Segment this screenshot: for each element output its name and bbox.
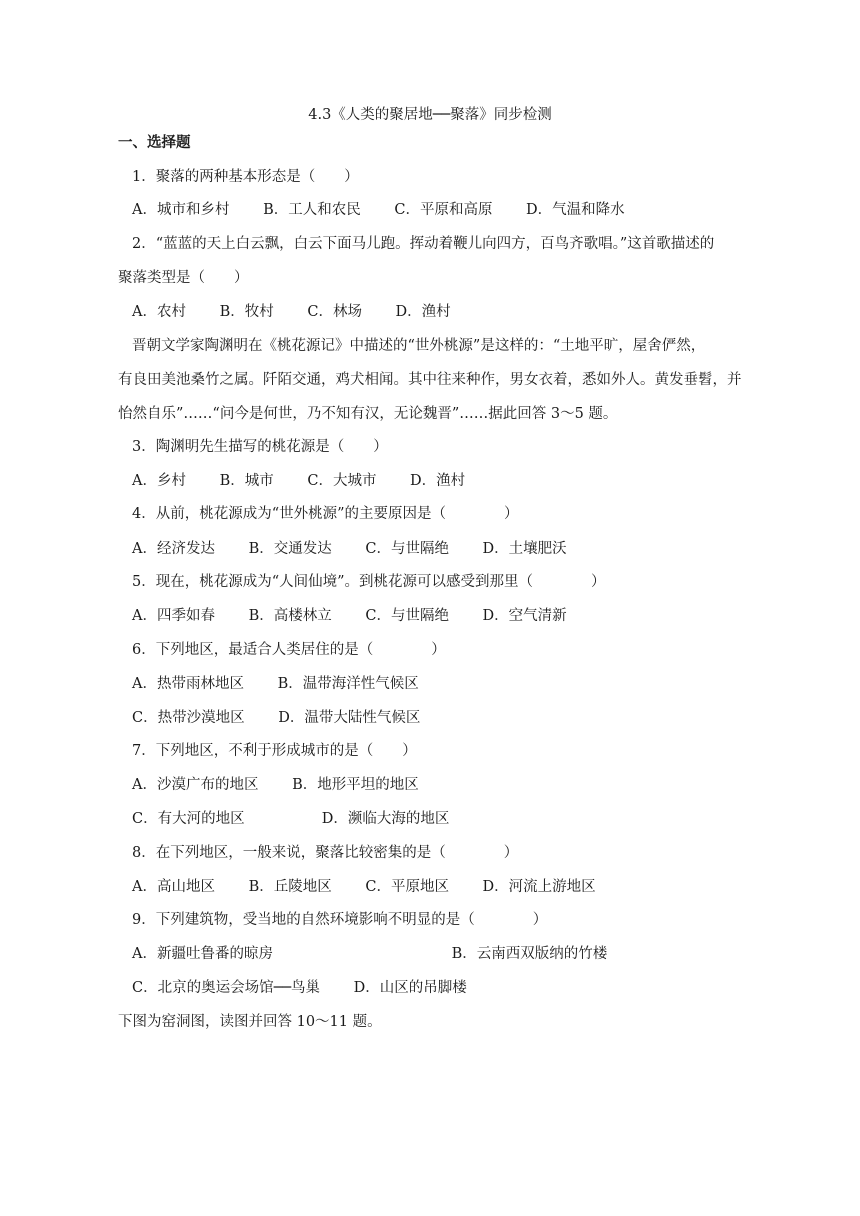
question-text: 7．下列地区，不利于形成城市的是（ ） <box>132 743 417 759</box>
answer-options: A．热带雨林地区 B．温带海洋性气候区 <box>132 676 419 692</box>
question-text: 6．下列地区，最适合人类居住的是（ ） <box>132 642 446 658</box>
question-text: 3．陶渊明先生描写的桃花源是（ ） <box>132 439 388 455</box>
question-text: 5．现在，桃花源成为“人间仙境”。到桃花源可以感受到那里（ ） <box>132 574 606 590</box>
answer-options: A．高山地区 B．丘陵地区 C．平原地区 D．河流上游地区 <box>132 879 596 895</box>
paragraph-text: 下图为窑洞图，读图并回答 10～11 题。 <box>118 1014 382 1030</box>
answer-options: A．乡村 B．城市 C．大城市 D．渔村 <box>132 473 466 489</box>
paragraph-text: 有良田美池桑竹之属。阡陌交通，鸡犬相闻。其中往来种作，男女衣着，悉如外人。黄发垂髫，并 <box>118 372 742 388</box>
answer-options: C．有大河的地区 D．濒临大海的地区 <box>132 811 450 827</box>
answer-options: A．新疆吐鲁番的晾房 B．云南西双版纳的竹楼 <box>132 946 608 962</box>
question-text: 2．“蓝蓝的天上白云飘，白云下面马儿跑。挥动着鞭儿向四方，百鸟齐歌唱。”这首歌描述的 <box>132 236 715 252</box>
answer-options: A．城市和乡村 B．工人和农民 C．平原和高原 D．气温和降水 <box>132 202 625 218</box>
question-text: 9．下列建筑物，受当地的自然环境影响不明显的是（ ） <box>132 912 548 928</box>
question-text: 8．在下列地区，一般来说，聚落比较密集的是（ ） <box>132 845 519 861</box>
section-heading: 一、选择题 <box>118 134 191 151</box>
question-text: 晋朝文学家陶渊明在《桃花源记》中描述的“世外桃源”是这样的：“土地平旷，屋舍俨然， <box>132 338 706 354</box>
paragraph-text: 聚落类型是（ ） <box>118 270 249 286</box>
question-text: 1．聚落的两种基本形态是（ ） <box>132 169 359 185</box>
answer-options: A．沙漠广布的地区 B．地形平坦的地区 <box>132 777 419 793</box>
document-title: 4.3《人类的聚居地──聚落》同步检测 <box>308 107 552 123</box>
paragraph-text: 怡然自乐”……“问今是何世，乃不知有汉，无论魏晋”……据此回答 3～5 题。 <box>118 406 618 422</box>
answer-options: A．经济发达 B．交通发达 C．与世隔绝 D．土壤肥沃 <box>132 541 567 557</box>
question-text: 4．从前，桃花源成为“世外桃源”的主要原因是（ ） <box>132 506 519 522</box>
answer-options: C．北京的奥运会场馆──鸟巢 D．山区的吊脚楼 <box>132 980 467 996</box>
answer-options: C．热带沙漠地区 D．温带大陆性气候区 <box>132 710 421 726</box>
answer-options: A．农村 B．牧村 C．林场 D．渔村 <box>132 304 451 320</box>
answer-options: A．四季如春 B．高楼林立 C．与世隔绝 D．空气清新 <box>132 608 567 624</box>
